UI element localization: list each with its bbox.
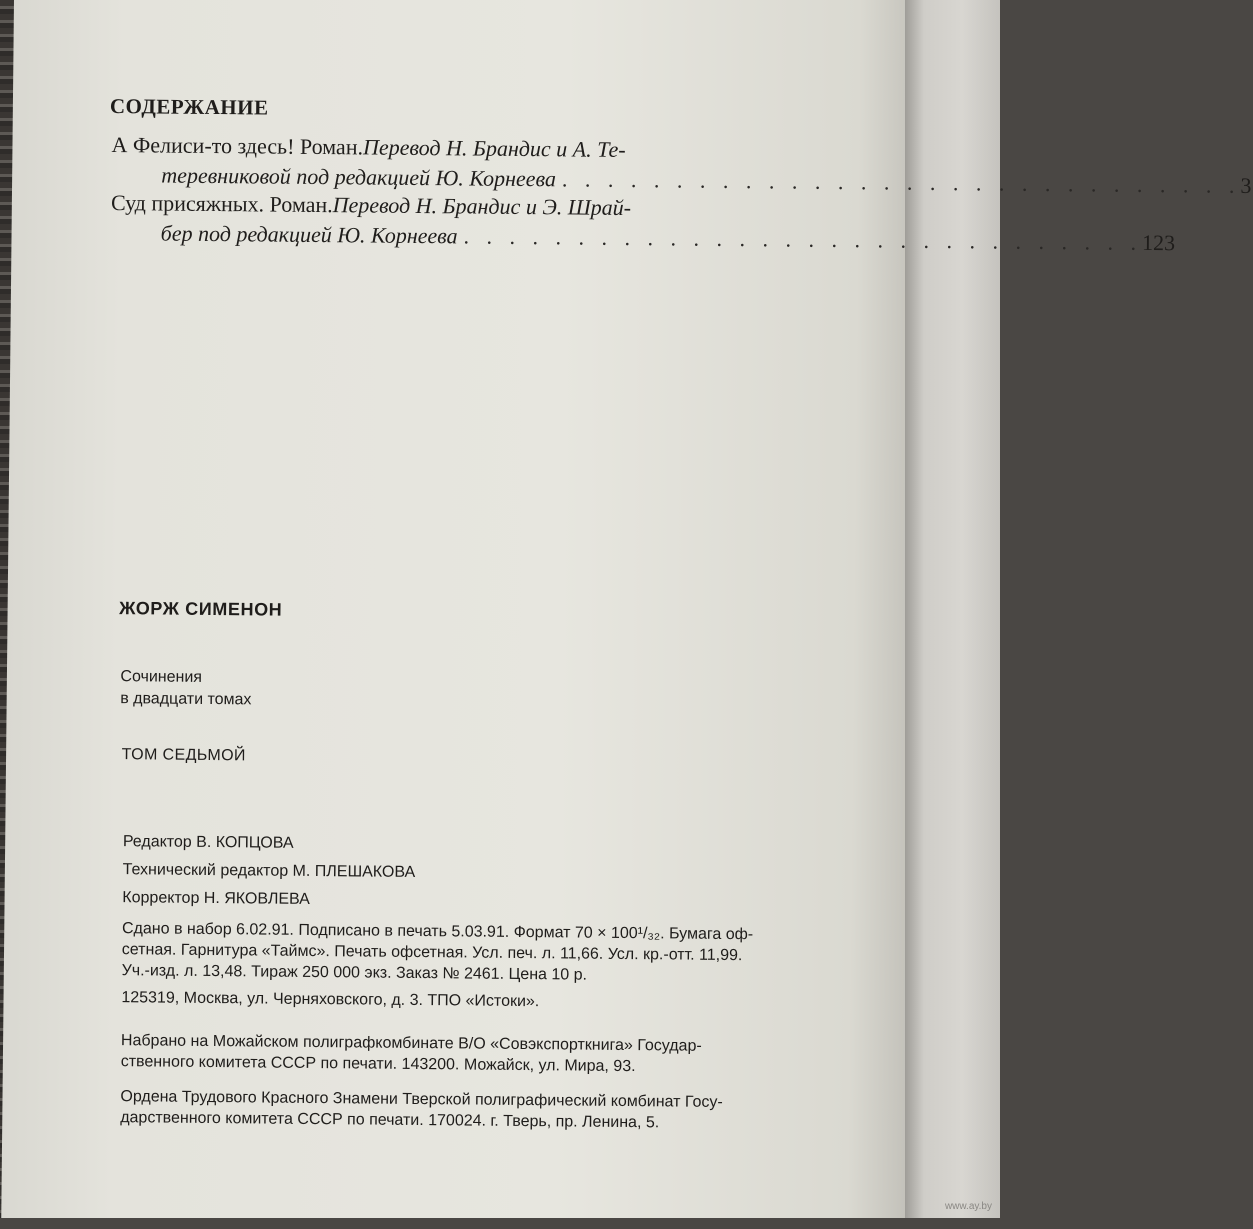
imprint-line: Набрано на Можайском полиграфкомбинате В/О «Совэкспорткнига» Государ- xyxy=(120,1032,702,1055)
credits-block xyxy=(122,828,415,915)
series-title xyxy=(120,666,252,711)
toc-entry-credit: бер под редакцией Ю. Корнеева xyxy=(160,220,458,249)
toc-leader-dots: . . . . . . . . . . . . . . . . . . . . . . . . . . . . . . xyxy=(561,166,1241,198)
publisher-address: 125319, Москва, ул. Черняховского, д. 3. ТПО «Истоки». xyxy=(121,989,540,1011)
toc-entry-title: Суд присяжных. Роман. xyxy=(110,190,333,218)
proofreader-credit: Корректор Н. ЯКОВЛЕВА xyxy=(122,889,310,908)
series-line: в двадцати томах xyxy=(120,690,252,709)
imprint-line: Ордена Трудового Красного Знамени Тверской полиграфический комбинат Госу- xyxy=(120,1088,723,1111)
toc-entry-1 xyxy=(111,130,1252,198)
editor-credit: Редактор В. КОПЦОВА xyxy=(122,833,294,852)
toc-entry-credit: Перевод Н. Брандис и А. Те- xyxy=(362,134,626,162)
toc-entry-credit: Перевод Н. Брандис и Э. Шрай- xyxy=(332,192,632,221)
imprint-line: Уч.-изд. л. 13,48. Тираж 250 000 экз. Заказ № 2461. Цена 10 р. xyxy=(121,962,588,984)
typesetting-info xyxy=(121,1030,881,1079)
toc-leader-dots: . . . . . . . . . . . . . . . . . . . . . . . . . . . . . . xyxy=(463,223,1143,255)
imprint-line: дарственного комитета СССР по печати. 170024. г. Тверь, пр. Ленина, 5. xyxy=(120,1109,660,1132)
imprint-line: сетная. Гарнитура «Таймс». Печать офсетная. Усл. печ. л. 11,66. Усл. кр.-отт. 11,99. xyxy=(121,941,743,965)
printing-info xyxy=(120,1086,880,1135)
toc-page-number: 123 xyxy=(1141,229,1176,256)
imprint-line: Сдано в набор 6.02.91. Подписано в печать 5.03.91. Формат 70 × 100¹/₃₂. Бумага оф- xyxy=(121,920,754,944)
volume-label: ТОМ СЕДЬМОЙ xyxy=(121,746,246,765)
toc-title: СОДЕРЖАНИЕ xyxy=(109,94,269,120)
toc-page-number: 3 xyxy=(1240,172,1252,198)
imprint-line: ственного комитета СССР по печати. 143200. Можайск, ул. Мира, 93. xyxy=(120,1053,636,1076)
toc-entry-title: А Фелиси-то здесь! Роман. xyxy=(111,132,364,160)
toc-entry-credit: теревниковой под редакцией Ю. Корнеева xyxy=(161,162,557,192)
author-name: ЖОРЖ СИМЕНОН xyxy=(119,598,283,620)
tech-editor-credit: Технический редактор М. ПЛЕШАКОВА xyxy=(122,861,416,881)
toc-entry-2 xyxy=(110,188,1176,256)
site-watermark: www.ay.by xyxy=(944,1201,992,1212)
toc-entry-line xyxy=(111,218,1176,256)
imprint-block xyxy=(121,918,882,1015)
series-line: Сочинения xyxy=(120,668,203,686)
